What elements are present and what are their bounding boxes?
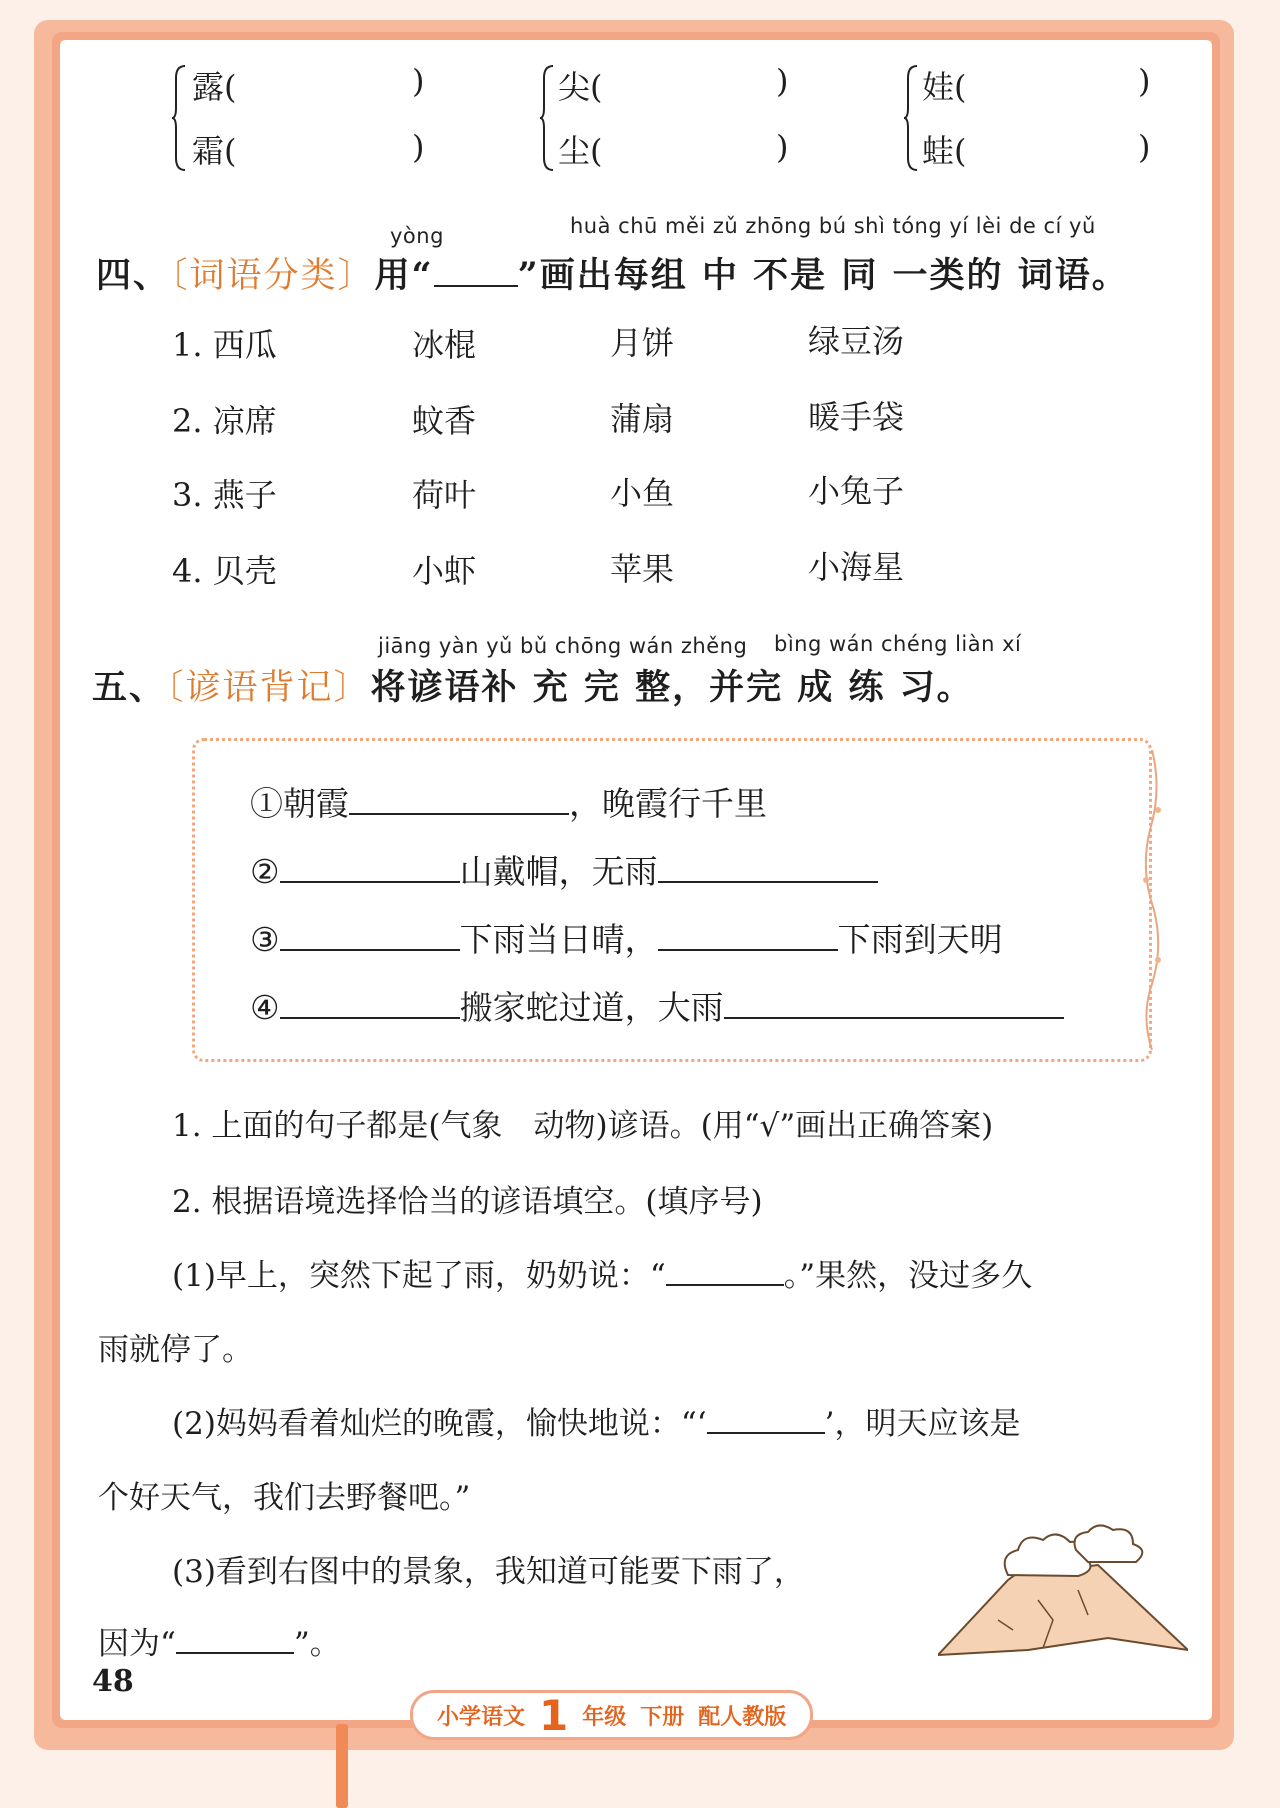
pair1-top-close: ): [412, 62, 425, 100]
pair2-top: 尖(: [558, 68, 603, 106]
pair1-bottom-close: ): [412, 128, 425, 166]
question-2-2-cont: 个好天气，我们去野餐吧。”: [98, 1480, 471, 1516]
pair2-bottom-close: ): [776, 128, 789, 166]
question-2-3-cont: 因为“ ”。: [98, 1626, 341, 1662]
bookmark-ribbon: [336, 1724, 348, 1808]
word-1-2[interactable]: 冰棍: [412, 326, 477, 364]
footer-edition: 配人教版: [698, 1704, 787, 1730]
question-2-3: (3)看到右图中的景象，我知道可能要下雨了，: [172, 1554, 805, 1590]
word-1-4[interactable]: 绿豆汤: [808, 322, 905, 360]
word-3-1[interactable]: 3. 燕子: [172, 476, 277, 514]
proverb-1: ①朝霞 ，晚霞行千里: [250, 784, 767, 823]
word-2-3[interactable]: 蒲扇: [610, 400, 675, 438]
pair2-top-close: ): [776, 62, 789, 100]
answer-blank-1[interactable]: [666, 1284, 784, 1286]
proverb-2: ② 山戴帽，无雨: [250, 846, 878, 893]
proverb-3-blank-a[interactable]: [280, 949, 460, 951]
word-3-2[interactable]: 荷叶: [412, 476, 477, 514]
section5-tag: 〔谚语背记〕: [166, 668, 371, 708]
proverb-2-blank-b[interactable]: [658, 881, 878, 883]
word-4-3[interactable]: 苹果: [610, 550, 675, 588]
section5-text: 将谚语补 充 完 整，并完 成 练 习。: [370, 667, 974, 708]
underline-sample: [434, 285, 518, 287]
proverb-2-blank-a[interactable]: [280, 881, 460, 883]
section4-title: [96, 248, 1129, 298]
pinyin-section5-a: jiāng yàn yǔ bǔ chōng wán zhěng: [378, 634, 748, 658]
pair3-top-close: ): [1138, 62, 1151, 100]
question-1: 1. 上面的句子都是(气象 动物)谚语。(用“√”画出正确答案): [172, 1108, 994, 1144]
word-4-1[interactable]: 4. 贝壳: [172, 552, 277, 590]
section4-text-b: ”画出每组 中 不是 同 一类的 词语。: [517, 255, 1129, 296]
vine-decoration-icon: [1140, 750, 1166, 1050]
proverb-1-blank[interactable]: [349, 813, 569, 815]
proverb-4-blank-a[interactable]: [280, 1017, 460, 1019]
question-2: 2. 根据语境选择恰当的谚语填空。(填序号): [172, 1184, 763, 1220]
pair2-bottom: 尘(: [558, 132, 603, 170]
footer-grade-label: 年级: [582, 1704, 627, 1730]
question-2-1: (1)早上，突然下起了雨，奶奶说：“ 。”果然，没过多久: [172, 1258, 1033, 1294]
section4-tag: 〔词语分类〕: [170, 256, 375, 296]
section5-title: [92, 660, 974, 710]
footer-term: 下册: [640, 1704, 685, 1730]
section5-number: 五、: [92, 667, 167, 708]
pair3-top: 娃(: [922, 68, 967, 106]
proverb-3-num: ③: [250, 920, 280, 959]
brace-icon: [904, 64, 918, 172]
proverb-4: ④ 搬家蛇过道，大雨: [250, 982, 1064, 1029]
brace-icon: [172, 64, 186, 172]
word-2-2[interactable]: 蚊香: [412, 402, 477, 440]
section4-text-a: 用“: [374, 255, 434, 296]
word-4-4[interactable]: 小海星: [808, 548, 905, 586]
answer-blank-3[interactable]: [176, 1652, 294, 1654]
question-2-1-cont: 雨就停了。: [98, 1332, 253, 1368]
page-number: 48: [92, 1664, 134, 1699]
footer-subject: 小学语文: [437, 1704, 526, 1730]
mountain-with-clouds-icon: [938, 1520, 1188, 1660]
pair3-bottom-close: ): [1138, 128, 1151, 166]
proverb-4-blank-b[interactable]: [724, 1017, 1064, 1019]
answer-blank-2[interactable]: [707, 1432, 825, 1434]
word-4-2[interactable]: 小虾: [412, 552, 477, 590]
question-2-2: (2)妈妈看着灿烂的晚霞，愉快地说：“‘ ’，明天应该是: [172, 1406, 1021, 1442]
pair1-top: 露(: [192, 68, 237, 106]
word-2-1[interactable]: 2. 凉席: [172, 402, 277, 440]
brace-icon: [540, 64, 554, 172]
footer-badge: [410, 1690, 813, 1740]
word-1-1[interactable]: 1. 西瓜: [172, 326, 277, 364]
pair1-bottom: 霜(: [192, 132, 237, 170]
proverb-2-num: ②: [250, 852, 280, 891]
proverb-3-blank-b[interactable]: [658, 949, 838, 951]
proverb-3: ③ 下雨当日晴， 下雨到天明: [250, 920, 1003, 959]
section4-number: 四、: [96, 255, 171, 296]
word-3-4[interactable]: 小兔子: [808, 472, 905, 510]
word-2-4[interactable]: 暖手袋: [808, 398, 905, 436]
footer-grade-number: 1: [539, 1690, 569, 1740]
pinyin-section4: huà chū měi zǔ zhōng bú shì tóng yí lèi de cí yǔ: [570, 214, 1096, 238]
pinyin-section5-b: bìng wán chéng liàn xí: [774, 632, 1022, 656]
word-1-3[interactable]: 月饼: [610, 324, 675, 362]
proverb-1-num: ①: [250, 784, 283, 823]
proverb-4-num: ④: [250, 988, 280, 1027]
pinyin-yong: yòng: [390, 224, 444, 248]
word-3-3[interactable]: 小鱼: [610, 474, 675, 512]
pair3-bottom: 蛙(: [922, 132, 967, 170]
